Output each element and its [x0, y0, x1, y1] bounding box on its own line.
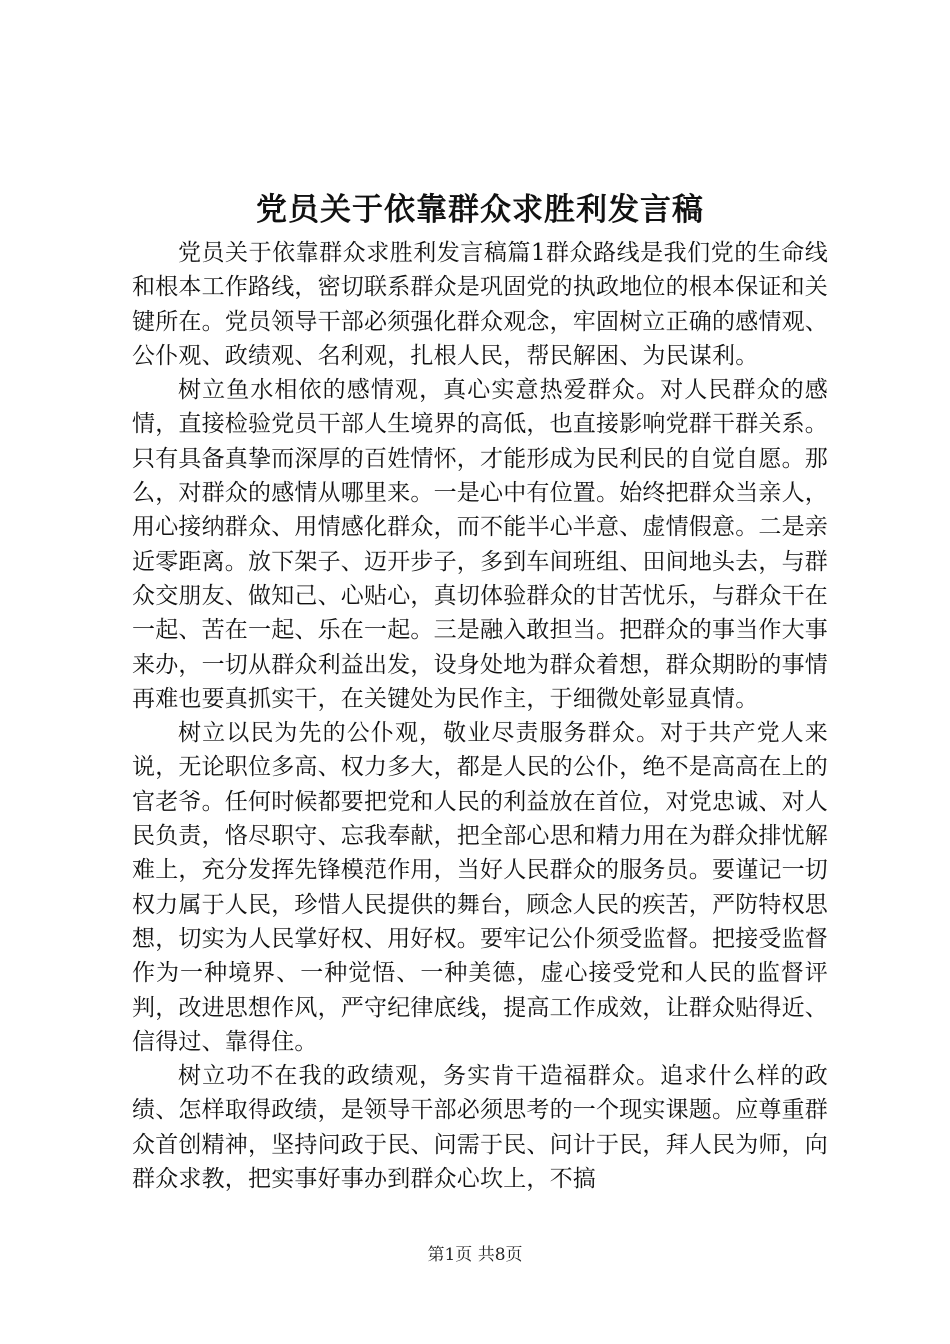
paragraph-3: 树立以民为先的公仆观，敬业尽责服务群众。对于共产党人来说，无论职位多高、权力多大，都是人民的公仆，绝不是高高在上的官老爷。任何时候都要把党和人民的利益放在首位，对党忠诚、对人民负责，恪尽职守、忘我奉献，把全部心思和精力用在为群众排忧解难上，充分发挥先锋模范作用，当好人民群众的服务员。要谨记一切权力属于人民，珍惜人民提供的舞台，顾念人民的疾苦，严防特权思想，切实为人民掌好权、用好权。要牢记公仆须受监督。把接受监督作为一种境界、一种觉悟、一种美德，虚心接受党和人民的监督评判，改进思想作风，严守纪律底线，提高工作成效，让群众贴得近、信得过、靠得住。 [132, 720, 828, 1055]
document-page [132, 188, 828, 1196]
document-title: 党员关于依靠群众求胜利发言稿 [256, 192, 704, 228]
paragraph-2: 树立鱼水相依的感情观，真心实意热爱群众。对人民群众的感情，直接检验党员干部人生境界的高低，也直接影响党群干群关系。只有具备真挚而深厚的百姓情怀，才能形成为民利民的自觉自愿。那么，对群众的感情从哪里来。一是心中有位置。始终把群众当亲人，用心接纳群众、用情感化群众，而不能半心半意、虚情假意。二是亲近零距离。放下架子、迈开步子，多到车间班组、田间地头去，与群众交朋友、做知己、心贴心，真切体验群众的甘苦忧乐，与群众干在一起、苦在一起、乐在一起。三是融入敢担当。把群众的事当作大事来办，一切从群众利益出发，设身处地为群众着想，群众期盼的事情再难也要真抓实干，在关键处为民作主，于细微处彰显真情。 [132, 377, 828, 712]
paragraph-1: 党员关于依靠群众求胜利发言稿篇1群众路线是我们党的生命线和根本工作路线，密切联系群众是巩固党的执政地位的根本保证和关键所在。党员领导干部必须强化群众观念，牢固树立正确的感情观、公仆观、政绩观、名利观，扎根人民，帮民解困、为民谋利。 [132, 240, 828, 369]
page-footer: 第1页 共8页 [427, 1245, 523, 1265]
paragraph-4: 树立功不在我的政绩观，务实肯干造福群众。追求什么样的政绩、怎样取得政绩，是领导干部必须思考的一个现实课题。应尊重群众首创精神，坚持问政于民、问需于民、问计于民，拜人民为师，向群众求教，把实事好事办到群众心坎上，不搞 [132, 1063, 828, 1193]
document-body [132, 236, 828, 1196]
